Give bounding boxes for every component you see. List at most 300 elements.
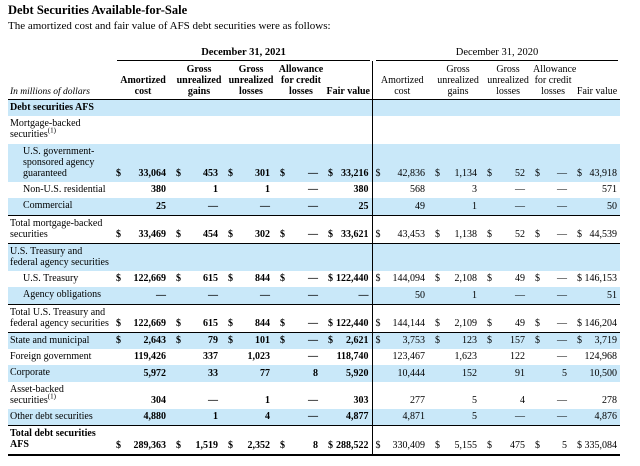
cell-value: 43,918 bbox=[589, 168, 618, 180]
cell-2020-col2 bbox=[484, 365, 532, 381]
row-label: State and municipal bbox=[8, 333, 113, 350]
cell-2021-col2 bbox=[225, 182, 277, 198]
cell-value: 2,108 bbox=[454, 273, 478, 285]
table-row bbox=[8, 349, 620, 365]
cell-2021-col3 bbox=[277, 243, 325, 271]
cell-2021-col1 bbox=[173, 287, 225, 304]
cell-value: — bbox=[557, 168, 568, 180]
dollar-sign: $ bbox=[435, 439, 441, 451]
cell-value: — bbox=[308, 228, 318, 240]
dollar-sign: $ bbox=[328, 318, 333, 329]
dollar-sign: $ bbox=[487, 273, 493, 285]
cell-value: — bbox=[308, 168, 318, 180]
cell-value: 844 bbox=[255, 273, 270, 285]
table-row bbox=[8, 182, 620, 198]
cell-2021-col4 bbox=[325, 426, 372, 455]
col-2021-gross-unrealized-losses: Gross unrealized losses bbox=[225, 61, 277, 100]
dollar-sign: $ bbox=[328, 168, 333, 180]
cell-value: 119,426 bbox=[134, 351, 166, 363]
cell-value: 4,871 bbox=[402, 411, 426, 423]
cell-2021-col3 bbox=[277, 365, 325, 381]
cell-2020-col4 bbox=[574, 215, 620, 243]
cell-value: 5,920 bbox=[346, 367, 369, 379]
cell-2021-col2 bbox=[225, 215, 277, 243]
table-row bbox=[8, 409, 620, 426]
cell-value: — bbox=[156, 289, 166, 301]
dollar-sign: $ bbox=[116, 335, 121, 347]
col-2021-gross-unrealized-gains: Gross unrealized gains bbox=[173, 61, 225, 100]
cell-2021-col4 bbox=[325, 409, 372, 426]
dollar-sign: $ bbox=[375, 168, 381, 180]
cell-2021-col3 bbox=[277, 287, 325, 304]
cell-value: 33,621 bbox=[341, 228, 369, 240]
dollar-sign: $ bbox=[577, 335, 583, 347]
cell-value: — bbox=[308, 394, 318, 406]
table-row bbox=[8, 100, 620, 117]
cell-2020-col1 bbox=[432, 182, 484, 198]
cell-2020-col2 bbox=[484, 116, 532, 143]
cell-value: — bbox=[557, 184, 568, 196]
table-row bbox=[8, 287, 620, 304]
table-row bbox=[8, 271, 620, 287]
cell-2021-col0 bbox=[113, 215, 173, 243]
cell-2021-col1 bbox=[173, 243, 225, 271]
cell-value: 3,719 bbox=[594, 335, 618, 347]
cell-value: 33,216 bbox=[341, 168, 369, 180]
cell-value: 1 bbox=[265, 184, 270, 196]
row-label: Asset-backed securities$^{(1)}$ bbox=[10, 383, 64, 406]
year-header-row bbox=[8, 47, 620, 61]
year-group-2020 bbox=[372, 47, 620, 61]
cell-value: 475 bbox=[510, 439, 526, 451]
cell-2021-col4 bbox=[325, 271, 372, 287]
cell-2020-col1 bbox=[432, 382, 484, 409]
row-label: Total mortgage-backed securities bbox=[8, 215, 113, 243]
cell-2020-col0 bbox=[372, 426, 432, 455]
cell-2021-col3 bbox=[277, 304, 325, 332]
cell-value: 49 bbox=[415, 200, 426, 212]
dollar-sign: $ bbox=[116, 318, 121, 329]
cell-2021-col1 bbox=[173, 382, 225, 409]
year-group-2021 bbox=[113, 47, 372, 61]
cell-value: 844 bbox=[255, 318, 270, 329]
cell-value: 122,669 bbox=[133, 273, 166, 285]
cell-2020-col1 bbox=[432, 409, 484, 426]
dollar-sign: $ bbox=[228, 228, 233, 240]
table-row bbox=[8, 333, 620, 350]
cell-value: — bbox=[515, 200, 526, 212]
cell-2020-col3 bbox=[532, 333, 574, 350]
cell-value: 122 bbox=[510, 351, 526, 363]
dollar-sign: $ bbox=[375, 228, 381, 240]
cell-2021-col1 bbox=[173, 182, 225, 198]
cell-value: 124,968 bbox=[584, 351, 618, 363]
cell-2021-col4 bbox=[325, 287, 372, 304]
cell-value: — bbox=[557, 228, 568, 240]
dollar-sign: $ bbox=[535, 318, 541, 329]
dollar-sign: $ bbox=[487, 318, 493, 329]
cell-2021-col0 bbox=[113, 243, 173, 271]
row-label: Corporate bbox=[8, 365, 113, 381]
cell-value: 571 bbox=[602, 184, 618, 196]
cell-2021-col4 bbox=[325, 382, 372, 409]
cell-2020-col4 bbox=[574, 144, 620, 183]
cell-2020-col0 bbox=[372, 333, 432, 350]
cell-value: 4,877 bbox=[346, 411, 369, 423]
cell-value: 454 bbox=[203, 228, 218, 240]
cell-2020-col4 bbox=[574, 243, 620, 271]
cell-value: — bbox=[308, 184, 318, 196]
table-row bbox=[8, 365, 620, 381]
cell-2020-col1 bbox=[432, 144, 484, 183]
cell-value: 122,440 bbox=[336, 318, 369, 329]
cell-value: 4 bbox=[265, 411, 270, 423]
dollar-sign: $ bbox=[280, 318, 285, 329]
cell-2021-col0 bbox=[113, 116, 173, 143]
cell-2020-col3 bbox=[532, 100, 574, 117]
year-label-2021: December 31, 2021 bbox=[117, 47, 370, 61]
cell-2020-col1 bbox=[432, 215, 484, 243]
dollar-sign: $ bbox=[487, 228, 493, 240]
page-title: Debt Securities Available-for-Sale bbox=[8, 3, 188, 17]
cell-value: 122,669 bbox=[133, 318, 166, 329]
cell-value: — bbox=[515, 184, 526, 196]
cell-2021-col2 bbox=[225, 304, 277, 332]
cell-2020-col4 bbox=[574, 304, 620, 332]
cell-2020-col4 bbox=[574, 198, 620, 215]
cell-2021-col4 bbox=[325, 182, 372, 198]
row-label: Agency obligations bbox=[8, 287, 113, 304]
cell-2021-col1 bbox=[173, 349, 225, 365]
cell-2021-col1 bbox=[173, 116, 225, 143]
cell-value: 33 bbox=[208, 367, 218, 379]
cell-2021-col2 bbox=[225, 271, 277, 287]
cell-2020-col3 bbox=[532, 144, 574, 183]
cell-2020-col2 bbox=[484, 100, 532, 117]
cell-2020-col2 bbox=[484, 271, 532, 287]
cell-value: 5 bbox=[472, 394, 478, 406]
cell-value: 304 bbox=[151, 394, 166, 406]
cell-2020-col4 bbox=[574, 271, 620, 287]
cell-value: 5 bbox=[472, 411, 478, 423]
cell-value: — bbox=[308, 335, 318, 347]
cell-value: 8 bbox=[313, 439, 318, 451]
row-label: U.S. government-sponsored agency guaranteed bbox=[8, 144, 113, 183]
dollar-sign: $ bbox=[375, 318, 381, 329]
cell-2020-col0 bbox=[372, 409, 432, 426]
cell-2021-col1 bbox=[173, 333, 225, 350]
dollar-sign: $ bbox=[535, 228, 541, 240]
cell-2021-col4 bbox=[325, 144, 372, 183]
cell-value: 146,204 bbox=[584, 318, 618, 329]
cell-value: — bbox=[208, 289, 218, 301]
cell-value: — bbox=[260, 200, 270, 212]
cell-2020-col2 bbox=[484, 287, 532, 304]
cell-value: — bbox=[557, 351, 568, 363]
cell-2020-col1 bbox=[432, 116, 484, 143]
cell-2020-col3 bbox=[532, 182, 574, 198]
cell-2021-col3 bbox=[277, 409, 325, 426]
dollar-sign: $ bbox=[375, 335, 381, 347]
cell-2020-col3 bbox=[532, 198, 574, 215]
cell-value: 91 bbox=[515, 367, 526, 379]
cell-2020-col4 bbox=[574, 365, 620, 381]
dollar-sign: $ bbox=[487, 439, 493, 451]
cell-value: — bbox=[308, 411, 318, 423]
cell-value: 144,094 bbox=[392, 273, 426, 285]
cell-value: — bbox=[308, 273, 318, 285]
dollar-sign: $ bbox=[577, 168, 583, 180]
cell-2021-col2 bbox=[225, 365, 277, 381]
cell-2021-col1 bbox=[173, 271, 225, 287]
cell-2021-col0 bbox=[113, 304, 173, 332]
cell-2021-col2 bbox=[225, 144, 277, 183]
cell-value: 2,643 bbox=[143, 335, 166, 347]
cell-2021-col1 bbox=[173, 100, 225, 117]
cell-2020-col0 bbox=[372, 365, 432, 381]
row-label: U.S. Treasury bbox=[23, 273, 79, 285]
dollar-sign: $ bbox=[328, 335, 333, 347]
cell-2021-col4 bbox=[325, 333, 372, 350]
dollar-sign: $ bbox=[176, 273, 181, 285]
cell-2020-col3 bbox=[532, 116, 574, 143]
cell-value: 33,064 bbox=[138, 168, 166, 180]
dollar-sign: $ bbox=[328, 439, 333, 451]
cell-value: 50 bbox=[607, 200, 618, 212]
cell-2021-col0 bbox=[113, 333, 173, 350]
cell-2020-col1 bbox=[432, 349, 484, 365]
cell-2020-col0 bbox=[372, 287, 432, 304]
dollar-sign: $ bbox=[116, 228, 121, 240]
cell-value: 44,539 bbox=[589, 228, 618, 240]
cell-2020-col2 bbox=[484, 144, 532, 183]
dollar-sign: $ bbox=[228, 168, 233, 180]
cell-2021-col0 bbox=[113, 198, 173, 215]
cell-value: 615 bbox=[203, 273, 218, 285]
cell-value: 615 bbox=[203, 318, 218, 329]
cell-2021-col1 bbox=[173, 365, 225, 381]
cell-2020-col1 bbox=[432, 271, 484, 287]
cell-value: 123 bbox=[462, 335, 478, 347]
dollar-sign: $ bbox=[228, 318, 233, 329]
dollar-sign: $ bbox=[375, 273, 381, 285]
cell-2020-col3 bbox=[532, 382, 574, 409]
dollar-sign: $ bbox=[435, 273, 441, 285]
row-label: Total U.S. Treasury and federal agency securities bbox=[8, 304, 113, 332]
cell-value: 33,469 bbox=[138, 228, 166, 240]
cell-2020-col2 bbox=[484, 243, 532, 271]
page-subtitle: The amortized cost and fair value of AFS debt securities were as follows: bbox=[8, 20, 331, 32]
cell-2020-col0 bbox=[372, 215, 432, 243]
cell-value: 3,753 bbox=[402, 335, 426, 347]
cell-2020-col3 bbox=[532, 287, 574, 304]
dollar-sign: $ bbox=[328, 228, 333, 240]
cell-2021-col4 bbox=[325, 365, 372, 381]
year-header-spacer bbox=[8, 47, 113, 61]
cell-2021-col1 bbox=[173, 409, 225, 426]
cell-2020-col2 bbox=[484, 349, 532, 365]
cell-value: 77 bbox=[260, 367, 270, 379]
cell-2021-col0 bbox=[113, 271, 173, 287]
cell-2021-col0 bbox=[113, 365, 173, 381]
cell-2020-col4 bbox=[574, 349, 620, 365]
cell-2021-col3 bbox=[277, 116, 325, 143]
row-label: Mortgage-backed securities$^{(1)}$ bbox=[10, 118, 81, 141]
dollar-sign: $ bbox=[176, 168, 181, 180]
cell-2021-col0 bbox=[113, 144, 173, 183]
cell-value: 1 bbox=[213, 184, 218, 196]
cell-2021-col3 bbox=[277, 144, 325, 183]
cell-value: 157 bbox=[510, 335, 526, 347]
row-label: Non-U.S. residential bbox=[23, 184, 106, 196]
cell-value: — bbox=[308, 200, 318, 212]
cell-value: 380 bbox=[151, 184, 166, 196]
cell-2020-col2 bbox=[484, 382, 532, 409]
dollar-sign: $ bbox=[280, 335, 285, 347]
cell-2020-col4 bbox=[574, 409, 620, 426]
cell-2020-col2 bbox=[484, 215, 532, 243]
cell-2020-col0 bbox=[372, 116, 432, 143]
cell-2021-col0 bbox=[113, 287, 173, 304]
cell-value: 52 bbox=[515, 228, 526, 240]
cell-value: 79 bbox=[208, 335, 218, 347]
cell-2021-col1 bbox=[173, 144, 225, 183]
cell-2021-col2 bbox=[225, 333, 277, 350]
cell-2021-col0 bbox=[113, 100, 173, 117]
cell-2020-col3 bbox=[532, 243, 574, 271]
cell-value: 49 bbox=[515, 318, 526, 329]
cell-2021-col1 bbox=[173, 304, 225, 332]
cell-value: 278 bbox=[602, 394, 618, 406]
dollar-sign: $ bbox=[116, 273, 121, 285]
table-row bbox=[8, 243, 620, 271]
cell-2021-col4 bbox=[325, 304, 372, 332]
dollar-sign: $ bbox=[487, 168, 493, 180]
table-row bbox=[8, 382, 620, 409]
cell-2020-col4 bbox=[574, 116, 620, 143]
cell-2020-col0 bbox=[372, 100, 432, 117]
cell-2020-col4 bbox=[574, 287, 620, 304]
cell-value: 146,153 bbox=[584, 273, 618, 285]
cell-value: 25 bbox=[156, 200, 166, 212]
cell-value: — bbox=[515, 289, 526, 301]
cell-value: 118,740 bbox=[336, 351, 369, 363]
cell-2021-col1 bbox=[173, 198, 225, 215]
cell-2020-col4 bbox=[574, 100, 620, 117]
cell-2021-col0 bbox=[113, 426, 173, 455]
cell-2020-col1 bbox=[432, 304, 484, 332]
dollar-sign: $ bbox=[280, 168, 285, 180]
col-2021-amortized-cost: Amortized cost bbox=[113, 61, 173, 100]
row-label: Foreign government bbox=[10, 351, 92, 363]
year-label-2020: December 31, 2020 bbox=[376, 47, 618, 61]
cell-2021-col3 bbox=[277, 215, 325, 243]
cell-2020-col3 bbox=[532, 426, 574, 455]
cell-value: 380 bbox=[353, 184, 369, 196]
dollar-sign: $ bbox=[228, 439, 233, 451]
cell-2020-col2 bbox=[484, 426, 532, 455]
cell-value: 302 bbox=[255, 228, 270, 240]
col-2020-gross-unrealized-gains: Gross unrealized gains bbox=[432, 61, 484, 100]
dollar-sign: $ bbox=[535, 335, 541, 347]
row-label: Commercial bbox=[8, 198, 113, 215]
row-header-label: In millions of dollars bbox=[8, 61, 113, 100]
cell-value: 4 bbox=[520, 394, 526, 406]
col-2021-fair-value: Fair value bbox=[325, 61, 372, 100]
cell-2021-col3 bbox=[277, 426, 325, 455]
cell-value: 5 bbox=[562, 439, 568, 451]
cell-value: — bbox=[557, 335, 568, 347]
cell-value: 4,876 bbox=[594, 411, 618, 423]
cell-value: 8 bbox=[313, 367, 318, 379]
cell-2020-col2 bbox=[484, 198, 532, 215]
cell-2021-col1 bbox=[173, 215, 225, 243]
cell-value: 2,352 bbox=[247, 439, 270, 451]
dollar-sign: $ bbox=[435, 318, 441, 329]
cell-2020-col0 bbox=[372, 144, 432, 183]
cell-value: 4,880 bbox=[143, 411, 166, 423]
cell-2020-col2 bbox=[484, 304, 532, 332]
dollar-sign: $ bbox=[176, 335, 181, 347]
dollar-sign: $ bbox=[228, 335, 233, 347]
cell-2021-col2 bbox=[225, 116, 277, 143]
footnote-marker: (1) bbox=[47, 127, 56, 136]
cell-value: 330,409 bbox=[392, 439, 426, 451]
cell-2020-col0 bbox=[372, 182, 432, 198]
table-row bbox=[8, 304, 620, 332]
cell-value: 568 bbox=[410, 184, 426, 196]
cell-value: — bbox=[557, 394, 568, 406]
row-label: Total debt securities AFS bbox=[8, 426, 113, 455]
cell-value: 144,144 bbox=[392, 318, 426, 329]
dollar-sign: $ bbox=[577, 228, 583, 240]
cell-value: 335,084 bbox=[584, 439, 618, 451]
row-label: Debt securities AFS bbox=[8, 100, 113, 117]
row-label: Other debt securities bbox=[8, 409, 113, 426]
cell-2020-col4 bbox=[574, 182, 620, 198]
cell-value: 122,440 bbox=[336, 273, 369, 285]
cell-2020-col0 bbox=[372, 198, 432, 215]
cell-2021-col3 bbox=[277, 100, 325, 117]
cell-2020-col4 bbox=[574, 426, 620, 455]
cell-2020-col0 bbox=[372, 304, 432, 332]
cell-value: — bbox=[515, 411, 526, 423]
dollar-sign: $ bbox=[577, 318, 583, 329]
cell-value: — bbox=[308, 351, 318, 363]
cell-value: 1 bbox=[472, 289, 478, 301]
table-row bbox=[8, 116, 620, 143]
cell-2021-col2 bbox=[225, 100, 277, 117]
dollar-sign: $ bbox=[176, 318, 181, 329]
cell-2021-col1 bbox=[173, 426, 225, 455]
cell-value: 10,500 bbox=[589, 367, 618, 379]
cell-value: — bbox=[260, 289, 270, 301]
cell-value: — bbox=[308, 318, 318, 329]
cell-value: 303 bbox=[353, 394, 369, 406]
col-2020-gross-unrealized-losses: Gross unrealized losses bbox=[484, 61, 532, 100]
cell-value: — bbox=[208, 394, 218, 406]
cell-2021-col3 bbox=[277, 349, 325, 365]
table-row bbox=[8, 426, 620, 455]
col-2020-allowance-credit-losses: Allowance for credit losses bbox=[532, 61, 574, 100]
cell-value: — bbox=[557, 318, 568, 329]
cell-value: 288,522 bbox=[336, 439, 369, 451]
cell-2020-col3 bbox=[532, 271, 574, 287]
table-row bbox=[8, 198, 620, 215]
cell-value: — bbox=[308, 289, 318, 301]
dollar-sign: $ bbox=[176, 439, 181, 451]
cell-value: — bbox=[557, 289, 568, 301]
